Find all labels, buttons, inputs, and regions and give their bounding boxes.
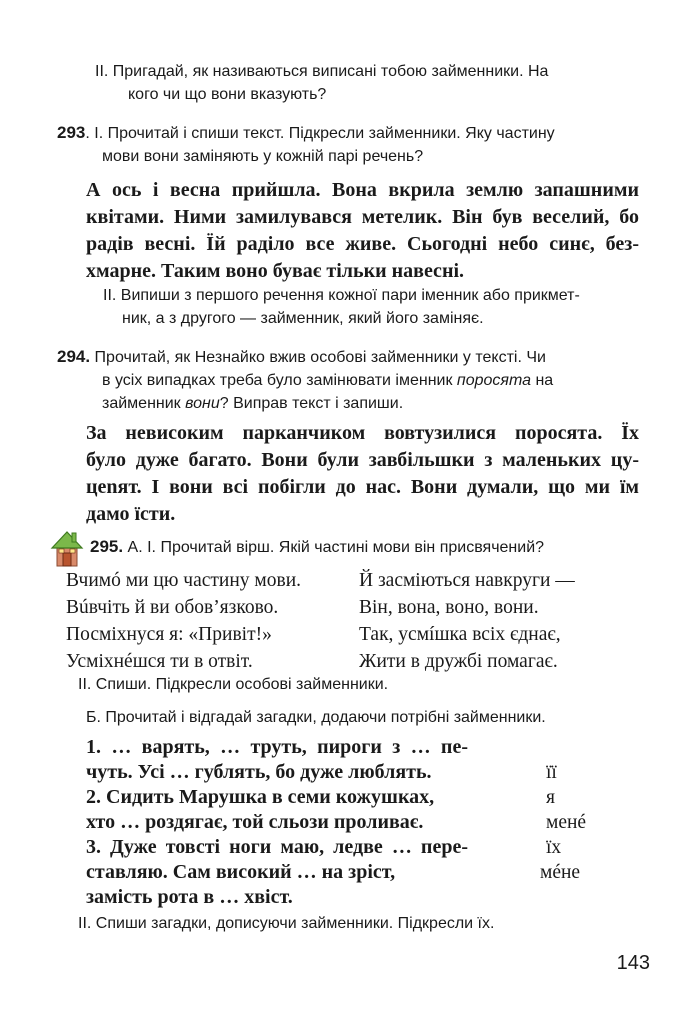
poem-line: Так, усмíшка всіх єднає, [359,624,561,645]
ex295-number: 295. [90,537,124,556]
ex295-task-b2-text: II. Спиши загадки, дописуючи займенники. Підкресли їх. [78,915,495,932]
ex294-word-vony: вони [185,395,220,412]
ex294-text [86,420,639,528]
ex295-task-a [90,535,650,559]
ex293-task [57,121,647,168]
ex294-text-line: дамо їсти. [86,503,176,525]
ex293-number: 293 [57,123,86,142]
ex294-text-line: За невисоким парканчиком вовтузилися поросята. Їх [86,422,639,444]
riddle-line: 3. Дуже товсті ноги маю, ледве … пере- [86,836,468,858]
ex294-task-line3a: займенник [102,395,186,412]
riddle-line: 2. Сидить Марушка в семи кожушках, [86,786,435,808]
ex293-part2-line1: II. Випиши з першого речення кожної пари іменник або прикмет- [103,287,580,304]
pronoun-item: я [546,787,555,808]
poem-line: Вчимó ми цю частину мови. [66,570,301,591]
poem-right-column [359,567,649,675]
house-icon [50,527,84,567]
pronoun-item: її [546,762,557,783]
pronoun-item: їх [546,837,562,858]
ex294-text-line: було дуже багато. Вони були завбільшки з маленьких цу- [86,449,639,471]
riddles [86,735,486,910]
poem-line: Вúвчіть й ви обов’язково. [66,597,279,618]
ex294-task-line3c: ? Виправ текст і запиши. [219,395,404,412]
ex295-task-b-text: Б. Прочитай і відгадай загадки, додаючи потрібні займенники. [86,709,546,726]
pronoun-item: мéне [540,862,581,883]
ex295-task-a2 [78,673,638,696]
page-number: 143 [616,952,650,974]
ex292-part2-line2: кого чи що вони вказують? [128,86,327,103]
ex294-task-line2c: на [531,372,554,389]
ex295-task-b [86,706,646,729]
riddle-line: замість рота в … хвіст. [86,886,293,908]
ex294-number: 294. [57,347,91,366]
ex293-text-line: радів весні. Їй раділо все живе. Сьогодні небо синє, без- [86,233,639,255]
ex293-text-line: квітами. Ними замилувався метелик. Він був веселий, бо [86,206,639,228]
riddle-line: ставляю. Сам високий … на зріст, [86,861,396,883]
ex294-word-porosiata: поросята [456,372,532,389]
poem-line: Жити в дружбі помагає. [359,651,558,672]
riddle-line: хто … роздягає, той сльози проливає. [86,811,424,833]
riddle-line: чуть. Усі … гублять, бо дуже люблять. [86,761,432,783]
ex293-text-line: А ось і весна прийшла. Вона вкрила землю запашними [86,179,639,201]
ex292-part2 [95,60,640,106]
ex293-task-line2: мови вони заміняють у кожній парі речень? [102,148,424,165]
ex294-task [57,345,647,415]
ex293-part2 [103,284,643,330]
poem-line: Й засміються навкруги — [359,570,575,591]
poem-left-column [66,567,351,675]
ex293-text [86,177,639,285]
ex293-task-line1: . І. Прочитай і спиши текст. Підкресли займенники. Яку частину [85,125,555,142]
ex292-part2-line1: II. Пригадай, як називаються виписані тобою займенники. На [95,63,549,80]
riddle-line: 1. … варять, … труть, пироги з … пе- [86,736,468,758]
poem-line: Усміхнéшся ти в отвіт. [66,651,253,672]
ex295-task-a2-text: II. Спиши. Підкресли особові займенники. [78,676,389,693]
poem-line: Посміхнуся я: «Привіт!» [66,624,272,645]
ex293-text-line: хмарне. Таким воно буває тільки навесні. [86,260,465,282]
ex293-part2-line2: ник, а з другого — займенник, який його заміняє. [122,310,484,327]
ex294-text-line: цenят. І вони всі побігли до нас. Вони думали, що ми їм [86,476,639,498]
ex294-task-line2a: в усіх випадках треба було замінювати іменник [102,372,457,389]
pronoun-item: менé [546,812,587,833]
pronoun-list [540,760,640,885]
ex295-task-b2 [78,912,638,935]
ex294-task-line1: Прочитай, як Незнайко вжив особові займенники у тексті. Чи [94,349,546,366]
poem-line: Він, вона, воно, вони. [359,597,539,618]
ex295-task-a-text: А. І. Прочитай вірш. Якій частині мови він присвячений? [123,539,545,556]
